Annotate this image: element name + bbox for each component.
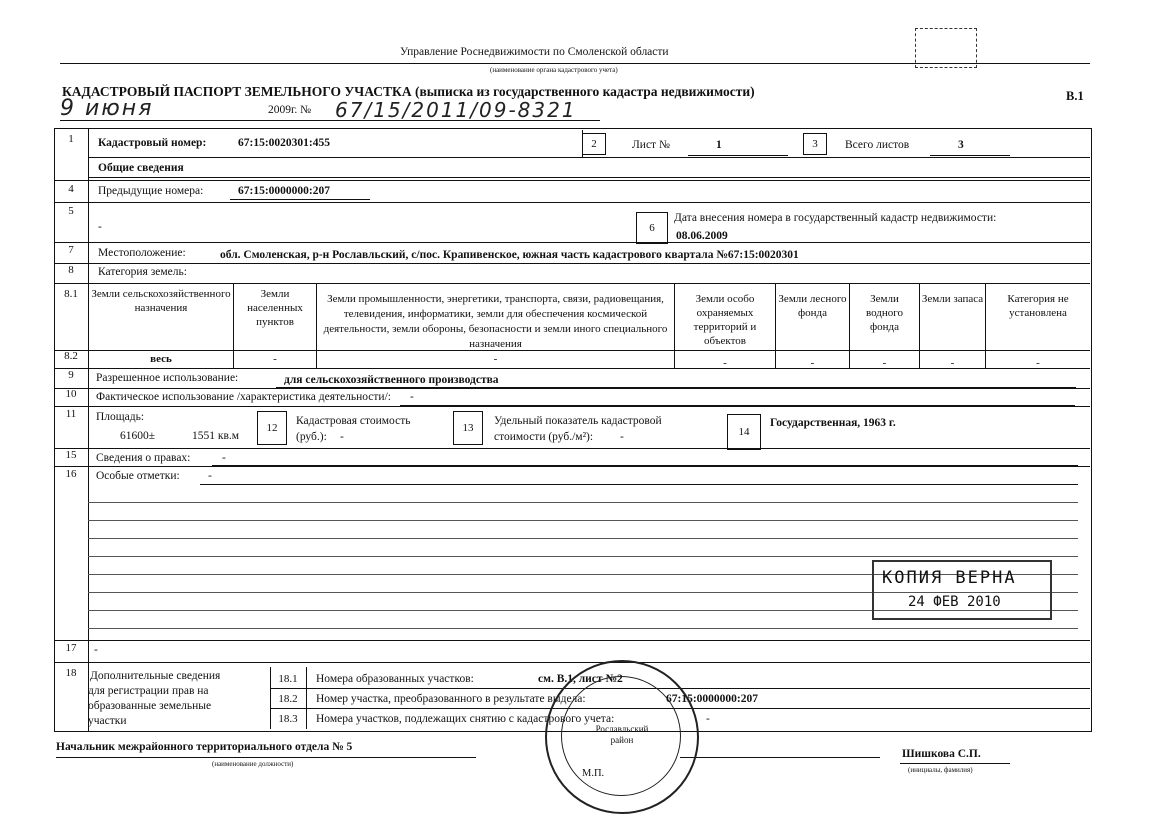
box-14: 14 <box>727 414 761 450</box>
row-divider <box>54 388 1090 389</box>
position-caption: (наименование должности) <box>212 760 294 768</box>
handwritten-number: 67/15/2011/09-8321 <box>335 98 577 122</box>
box-12: 12 <box>257 411 287 445</box>
box-2: 2 <box>582 133 606 155</box>
col-divider <box>674 283 675 368</box>
box-3: 3 <box>803 133 827 155</box>
row-divider <box>54 466 1090 467</box>
row-17-value: - <box>94 644 98 656</box>
underline <box>900 763 1010 764</box>
row-divider <box>54 180 1090 181</box>
additional-info-label-3: образованные земельные <box>88 700 212 712</box>
specific-cost-label: Удельный показатель кадастровой <box>494 415 662 427</box>
row-number-18-1: 18.1 <box>278 673 298 685</box>
converted-plot-value: 67:15:0000000:207 <box>666 693 758 705</box>
official-position: Начальник межрайонного территориального отдела № 5 <box>56 741 353 753</box>
value-forest: - <box>810 357 815 369</box>
authority-name: Управление Роснедвижимости по Смоленской области <box>400 46 669 58</box>
formed-plots-value: см. В.1, лист №2 <box>538 673 623 685</box>
rights-label: Сведения о правах: <box>96 452 191 464</box>
cadastral-cost-value: - <box>340 431 344 443</box>
permitted-use-value: для сельскохозяйственного производства <box>284 374 499 386</box>
blank-line <box>88 520 1078 521</box>
cadastral-label: Кадастровый номер: <box>98 137 207 149</box>
blank-line <box>88 628 1078 629</box>
total-sheets-value: 3 <box>958 139 964 151</box>
formed-plots-label: Номера образованных участков: <box>316 673 474 685</box>
row-number-16: 16 <box>65 468 77 480</box>
blank-line <box>88 538 1078 539</box>
location-value: обл. Смоленская, р-н Рославльский, с/пос. Крапивенское, южная часть кадастрового квартала №67:15:0020301 <box>220 249 799 261</box>
area-value: 61600± <box>120 430 156 442</box>
row-divider <box>54 263 1090 264</box>
value-protected: - <box>723 357 727 369</box>
specific-cost-value: - <box>620 431 624 443</box>
col-divider <box>233 283 234 368</box>
stamp-title: КОПИЯ ВЕРНА <box>882 568 1017 588</box>
row-divider <box>88 157 1090 158</box>
category-agricultural: Земли сельскохозяйственного назначения <box>91 288 231 314</box>
area-label: Площадь: <box>96 411 145 423</box>
underline <box>688 155 788 156</box>
row-number-11: 11 <box>65 408 77 420</box>
category-settlements: Земли населенных пунктов <box>247 288 303 328</box>
general-info-heading: Общие сведения <box>98 162 184 174</box>
removed-plots-label: Номера участков, подлежащих снятию с кадастрового учета: <box>316 713 615 725</box>
underline <box>56 757 476 758</box>
location-label: Местоположение: <box>98 247 186 259</box>
value-reserve: - <box>950 357 955 369</box>
ownership-form-value: Государственная, 1963 г. <box>770 417 896 429</box>
form-code: В.1 <box>1066 89 1084 103</box>
special-notes-value: - <box>208 470 212 482</box>
value-agricultural: весь <box>150 353 172 365</box>
col-divider <box>306 667 307 729</box>
entry-date-value: 08.06.2009 <box>676 230 728 242</box>
corner-mark <box>915 28 977 68</box>
handwritten-date: 9 июня <box>60 96 154 121</box>
name-caption: (инициалы, фамилия) <box>908 766 973 774</box>
year-label: 2009г. № <box>268 104 312 116</box>
actual-use-value: - <box>410 391 414 403</box>
blank-line <box>88 502 1078 503</box>
category-forest: Земли лесного фонда <box>778 293 847 319</box>
value-not-set: - <box>1036 357 1040 369</box>
underline <box>930 155 1010 156</box>
col-divider <box>985 283 986 368</box>
row-divider <box>54 202 1090 203</box>
col-divider <box>270 667 271 729</box>
copy-true-stamp <box>872 560 1052 620</box>
col-divider <box>775 283 776 368</box>
value-industrial: - <box>493 353 498 365</box>
box-6: 6 <box>636 212 668 244</box>
row-number-1: 1 <box>68 133 74 145</box>
sheet-number: 1 <box>716 139 722 151</box>
col-divider <box>849 283 850 368</box>
area-tolerance: 1551 кв.м <box>192 430 240 442</box>
category-reserve: Земли запаса <box>921 293 984 305</box>
row-number-8: 8 <box>68 264 74 276</box>
row-number-9: 9 <box>68 369 74 381</box>
row-divider <box>54 406 1090 407</box>
additional-info-label-4: участки <box>88 715 127 727</box>
converted-plot-label: Номер участка, преобразованного в результате выдела: <box>316 693 586 705</box>
row-number-18-3: 18.3 <box>278 713 298 725</box>
previous-numbers-label: Предыдущие номера: <box>98 185 204 197</box>
rights-value: - <box>222 452 226 464</box>
row-number-15: 15 <box>65 449 77 461</box>
category-industrial: Земли промышленности, энергетики, транспорта, связи, радиовещания, телевидения, информатики, земли для обеспечения космической деятельности, земли обороны, безопасности и земли иного специального назначения <box>323 293 668 350</box>
row-number-8-2: 8.2 <box>64 350 78 362</box>
category-protected: Земли особо охраняемых территорий и объектов <box>693 293 757 347</box>
signature-line <box>680 757 880 758</box>
row-number-17: 17 <box>65 642 77 654</box>
underline <box>230 199 370 200</box>
blank-line <box>88 556 1078 557</box>
row-number-8-1: 8.1 <box>64 288 78 300</box>
sheet-label: Лист № <box>632 139 670 151</box>
actual-use-label: Фактическое использование /характеристика деятельности/: <box>96 391 391 403</box>
col-divider <box>316 283 317 368</box>
category-water: Земли водного фонда <box>865 293 904 333</box>
cadastral-cost-label: Кадастровая стоимость <box>296 415 411 427</box>
row-number-column <box>88 128 89 732</box>
value-water: - <box>882 357 887 369</box>
official-name: Шишкова С.П. <box>902 748 981 760</box>
additional-info-label-1: Дополнительные сведения <box>90 670 221 682</box>
value-settlements: - <box>273 353 277 365</box>
row-divider <box>54 640 1090 641</box>
row-divider <box>88 177 1090 178</box>
official-seal <box>545 660 699 814</box>
date-number-underline <box>60 120 600 121</box>
specific-cost-unit: стоимости (руб./м²): <box>494 431 594 443</box>
row-number-18: 18 <box>65 667 77 679</box>
entry-date-label: Дата внесения номера в государственный кадастр недвижимости: <box>674 212 997 224</box>
special-notes-label: Особые отметки: <box>96 470 180 482</box>
box-13: 13 <box>453 411 483 445</box>
document-title: КАДАСТРОВЫЙ ПАСПОРТ ЗЕМЕЛЬНОГО УЧАСТКА (выписка из государственного кадастра недвижимости) <box>62 84 755 99</box>
row-divider <box>54 283 1090 284</box>
row-number-18-2: 18.2 <box>278 693 298 705</box>
row-divider <box>54 662 1090 663</box>
cadastral-number: 67:15:0020301:455 <box>238 137 330 149</box>
category-not-set: Категория не установлена <box>1007 293 1069 319</box>
stamp-date: 24 ФЕВ 2010 <box>908 594 1001 610</box>
seal-center-text: Рославльский район <box>595 724 649 745</box>
permitted-use-label: Разрешенное использование: <box>96 372 239 384</box>
underline <box>200 484 1078 485</box>
row-5-value: - <box>98 221 102 233</box>
previous-numbers-value: 67:15:0000000:207 <box>238 185 330 197</box>
land-category-label: Категория земель: <box>98 266 187 278</box>
row-number-4: 4 <box>68 183 74 195</box>
row-number-7: 7 <box>68 244 74 256</box>
row-number-5: 5 <box>68 205 74 217</box>
authority-caption: (наименование органа кадастрового учета) <box>490 66 618 74</box>
total-sheets-label: Всего листов <box>845 139 910 151</box>
row-number-10: 10 <box>65 388 77 400</box>
cadastral-cost-unit: (руб.): <box>296 431 327 443</box>
seal-place-label: М.П. <box>582 768 605 779</box>
row-divider <box>54 242 1090 243</box>
removed-plots-value: - <box>706 713 710 725</box>
row-divider <box>54 448 1090 449</box>
additional-info-label-2: для регистрации прав на <box>88 685 209 697</box>
col-divider <box>919 283 920 368</box>
